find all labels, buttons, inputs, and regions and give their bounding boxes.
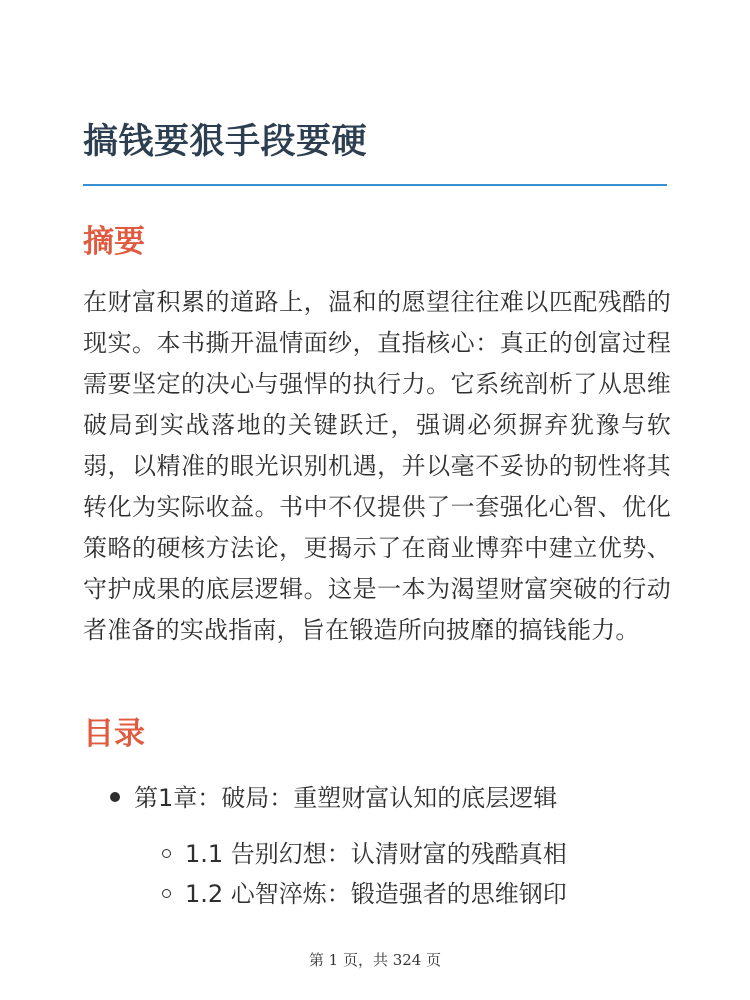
toc-section-1-2[interactable] — [162, 876, 567, 912]
toc-section-label: 1.1 告别幻想：认清财富的残酷真相 — [185, 840, 567, 868]
toc-section-1-1[interactable] — [162, 836, 567, 872]
hollow-circle-bullet-icon — [162, 889, 171, 898]
filled-circle-bullet-icon — [110, 792, 120, 802]
toc-heading: 目录 — [83, 716, 145, 752]
title-divider — [83, 184, 667, 186]
summary-paragraph: 在财富积累的道路上，温和的愿望往往难以匹配残酷的现实。本书撕开温情面纱，直指核心：真正的创富过程需要坚定的决心与强悍的执行力。它系统剖析了从思维破局到实战落地的关键跃迁，强调必须摒弃犹豫与软弱，以精准的眼光识别机遇，并以毫不妥协的韧性将其转化为实际收益。书中不仅提供了一套强化心智、优化策略的硬核方法论，更揭示了在商业博弈中建立优势、守护成果的底层逻辑。这是一本为渴望财富突破的行动者准备的实战指南，旨在锻造所向披靡的搞钱能力。 — [83, 288, 671, 644]
page-number-footer: 第 1 页，共 324 页 — [308, 951, 442, 969]
hollow-circle-bullet-icon — [162, 849, 171, 858]
toc-section-label: 1.2 心智淬炼：锻造强者的思维钢印 — [185, 880, 567, 908]
toc-chapter-1[interactable] — [110, 780, 557, 816]
document-title: 搞钱要狠手段要硬 — [83, 122, 368, 162]
summary-heading: 摘要 — [83, 224, 145, 260]
toc-chapter-label: 第1章：破局：重塑财富认知的底层逻辑 — [134, 784, 558, 812]
